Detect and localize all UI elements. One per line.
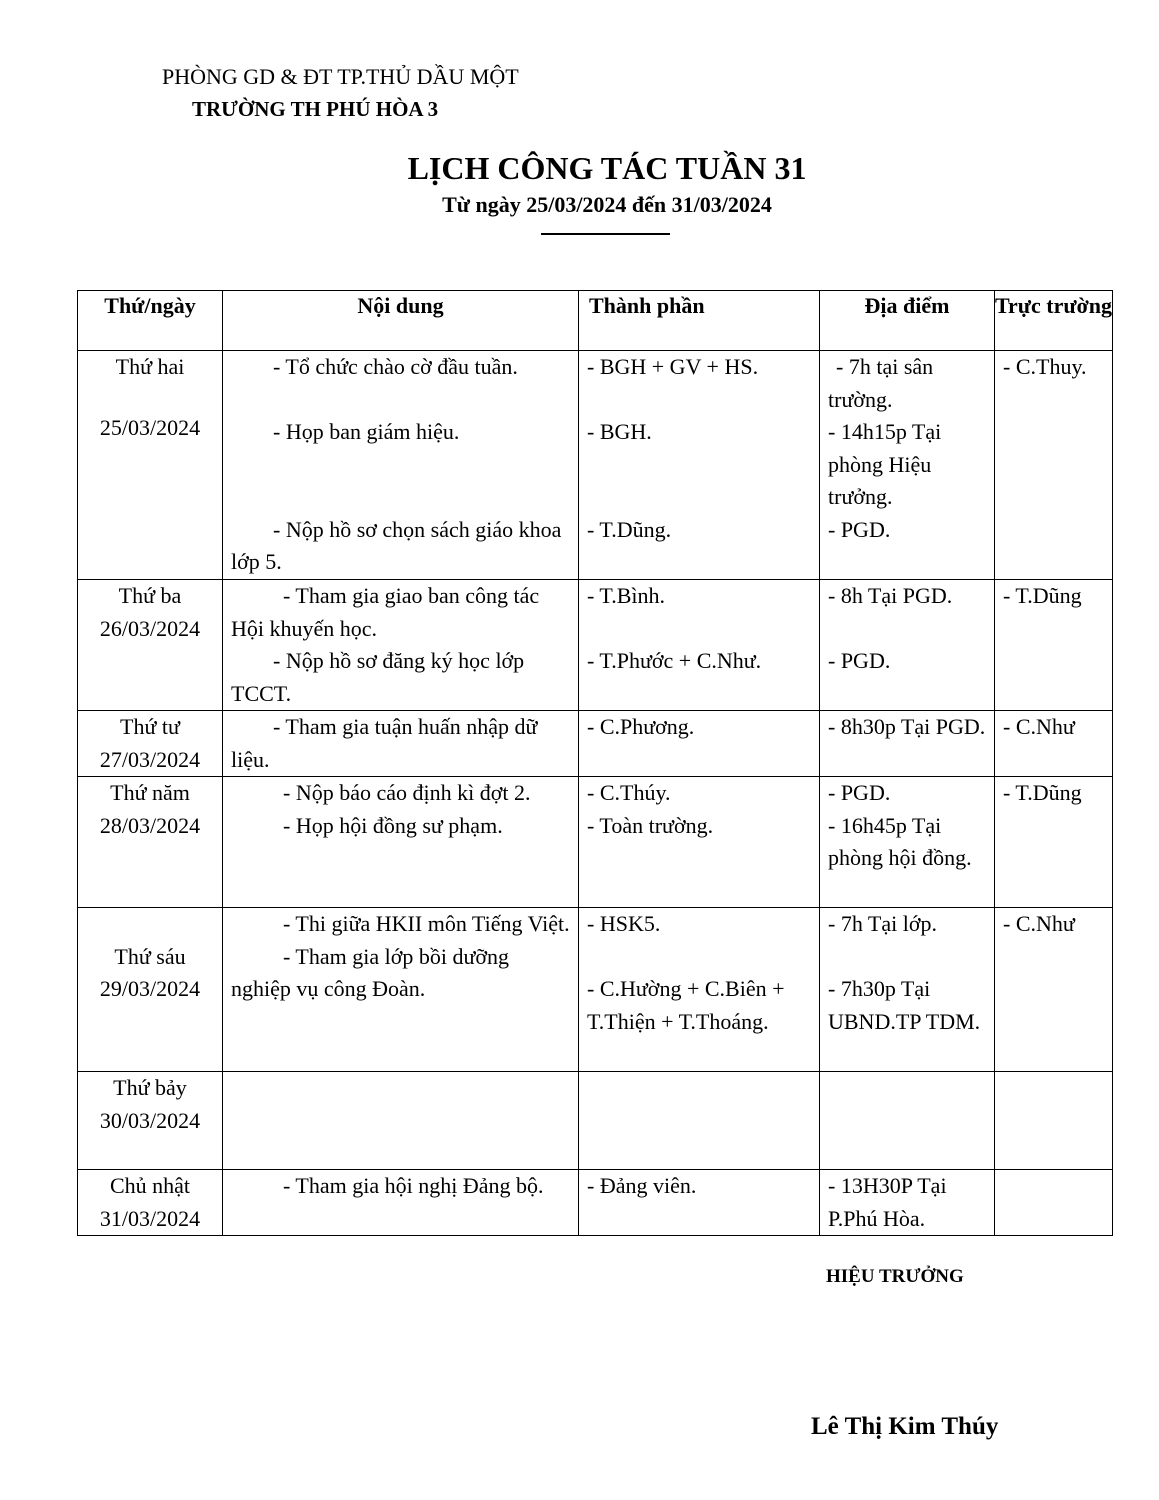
place-item: - 13H30P Tại P.Phú Hòa. [828, 1173, 947, 1231]
content-cell [223, 711, 579, 777]
duty-cell [995, 580, 1113, 711]
day-date: 29/03/2024 [99, 976, 201, 1001]
duty-cell [995, 908, 1113, 1072]
header-duty: Trực trường [995, 291, 1113, 351]
place-cell [820, 1072, 995, 1170]
duty-cell [995, 351, 1113, 580]
table-row [78, 711, 1113, 777]
place-item: - 7h Tại lớp. [828, 911, 937, 936]
day-cell [78, 580, 223, 711]
place-item: - 8h30p Tại PGD. [828, 714, 986, 739]
day-name: Thứ hai [115, 354, 185, 379]
day-name: Thứ tư [120, 714, 180, 739]
place-cell [820, 711, 995, 777]
place-item: - PGD. [828, 516, 891, 542]
table-header-row [78, 291, 1113, 351]
members-cell [579, 580, 820, 711]
content-cell [223, 908, 579, 1072]
signer-role: HIỆU TRƯỞNG [826, 1266, 964, 1287]
member-item: - C.Hường + C.Biên + T.Thiện + T.Thoáng. [587, 976, 785, 1034]
day-cell [78, 1170, 223, 1236]
place-cell [820, 908, 995, 1072]
day-cell [78, 908, 223, 1072]
day-date: 30/03/2024 [99, 1107, 201, 1133]
members-cell [579, 351, 820, 580]
duty-cell [995, 1072, 1113, 1170]
member-item: - T.Phước + C.Như. [587, 648, 762, 673]
school-name: TRƯỜNG TH PHÚ HÒA 3 [192, 97, 439, 121]
members-cell [579, 1170, 820, 1236]
place-cell [820, 580, 995, 711]
member-item: - C.Phương. [587, 714, 695, 739]
place-cell [820, 777, 995, 908]
duty-cell [995, 777, 1113, 908]
content-item: - Tham gia giao ban công tác Hội khuyến học. [231, 583, 540, 641]
content-item: - Tham gia hội nghị Đảng bộ. [283, 1173, 544, 1198]
content-cell [223, 1170, 579, 1236]
members-cell [579, 711, 820, 777]
members-cell [579, 777, 820, 908]
page-title: LỊCH CÔNG TÁC TUẦN 31 [407, 150, 807, 186]
place-item: - 7h tại sân trường. [828, 354, 934, 412]
duty-item: - C.Như [1003, 911, 1075, 936]
content-cell [223, 1072, 579, 1170]
schedule-table [77, 290, 1113, 1236]
date-range-subtitle: Từ ngày 25/03/2024 đến 31/03/2024 [442, 192, 772, 217]
day-name: Thứ sáu [114, 943, 186, 969]
content-item: - Nộp hồ sơ đăng ký học lớp TCCT. [231, 648, 525, 706]
table-row [78, 908, 1113, 1072]
table-row [78, 580, 1113, 711]
member-item: - BGH. [587, 419, 652, 444]
duty-item: - C.Như [1003, 714, 1075, 739]
content-item: - Tham gia lớp bồi dưỡng nghiệp vụ công Đoàn. [231, 943, 510, 1001]
duty-item: - C.Thuy. [1003, 354, 1087, 379]
duty-cell [995, 1170, 1113, 1236]
member-item: - T.Bình. [587, 583, 666, 608]
day-date: 25/03/2024 [99, 414, 201, 440]
place-item: - 14h15p Tại phòng Hiệu trưởng. [828, 419, 942, 509]
title-underline [541, 233, 670, 235]
content-item: - Họp hội đồng sư phạm. [283, 812, 503, 838]
header-place: Địa điểm [820, 291, 995, 351]
table-row [78, 351, 1113, 580]
day-date: 26/03/2024 [99, 615, 201, 641]
department-name: PHÒNG GD & ĐT TP.THỦ DẦU MỘT [162, 64, 519, 89]
content-item: - Họp ban giám hiệu. [273, 419, 460, 444]
content-item: - Thi giữa HKII môn Tiếng Việt. [283, 911, 570, 936]
place-cell [820, 351, 995, 580]
content-item: - Nộp hồ sơ chọn sách giáo khoa lớp 5. [231, 516, 562, 574]
header-day: Thứ/ngày [78, 291, 223, 351]
member-item: - Đảng viên. [587, 1173, 697, 1198]
day-name: Thứ năm [110, 780, 190, 805]
content-cell [223, 580, 579, 711]
place-item: - 7h30p Tại UBND.TP TDM. [828, 976, 981, 1034]
member-item: - HSK5. [587, 911, 661, 936]
table-row [78, 1170, 1113, 1236]
place-item: - PGD. [828, 780, 891, 805]
duty-cell [995, 711, 1113, 777]
content-cell [223, 351, 579, 580]
content-cell [223, 777, 579, 908]
member-item: - Toàn trường. [587, 812, 714, 838]
duty-item: - T.Dũng [1003, 583, 1082, 608]
place-item: - PGD. [828, 648, 891, 673]
header-members: Thành phần [579, 291, 820, 351]
member-item: - T.Dũng. [587, 516, 672, 542]
duty-item: - T.Dũng [1003, 780, 1082, 805]
day-cell [78, 711, 223, 777]
header-content: Nội dung [223, 291, 579, 351]
day-date: 28/03/2024 [99, 812, 201, 838]
day-name: Thứ ba [118, 583, 182, 608]
day-cell [78, 1072, 223, 1170]
members-cell [579, 908, 820, 1072]
day-cell [78, 777, 223, 908]
members-cell [579, 1072, 820, 1170]
day-date: 31/03/2024 [99, 1205, 201, 1231]
day-name: Thứ bảy [113, 1075, 187, 1100]
table-row [78, 1072, 1113, 1170]
content-item: - Nộp báo cáo định kì đợt 2. [283, 780, 531, 805]
day-date: 27/03/2024 [99, 746, 201, 772]
place-item: - 8h Tại PGD. [828, 583, 953, 608]
day-cell [78, 351, 223, 580]
place-cell [820, 1170, 995, 1236]
day-name: Chủ nhật [109, 1173, 191, 1198]
signer-name: Lê Thị Kim Thúy [811, 1413, 999, 1440]
member-item: - BGH + GV + HS. [587, 354, 759, 379]
content-item: - Tham gia tuận huấn nhập dữ liệu. [231, 714, 538, 772]
content-item: - Tổ chức chào cờ đầu tuần. [273, 354, 518, 379]
table-row [78, 777, 1113, 908]
member-item: - C.Thúy. [587, 780, 671, 805]
place-item: - 16h45p Tại phòng hội đồng. [828, 812, 972, 870]
